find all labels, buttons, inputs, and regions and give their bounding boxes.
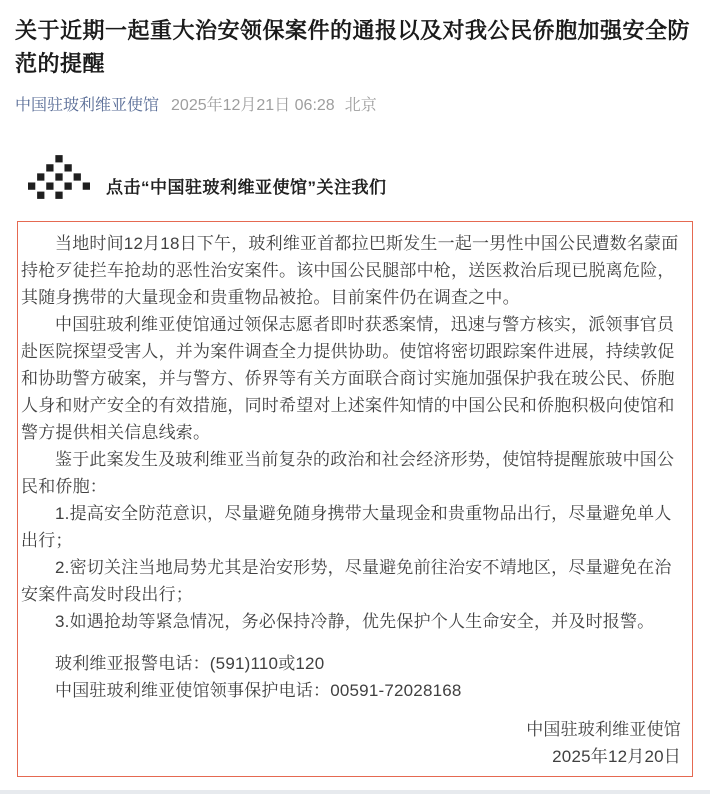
hotline-consular-protection: 中国驻玻利维亚使馆领事保护电话：00591-72028168 [55, 681, 462, 700]
hotline-bolivia-police: 玻利维亚报警电话：(591)110或120 [55, 654, 325, 673]
notice-box [17, 221, 693, 777]
signature-date: 2025年12月20日 [552, 747, 681, 766]
publish-datetime: 2025年12月21日 06:28 [171, 97, 335, 114]
article-title: 关于近期一起重大治安领保案件的通报以及对我公民侨胞加强安全防范的提醒 [15, 18, 691, 76]
follow-banner[interactable] [28, 153, 710, 201]
paragraph-spacer [21, 704, 686, 716]
paragraph-spacer [21, 635, 686, 650]
publish-location: 北京 [344, 97, 377, 114]
article-meta [15, 95, 695, 116]
follow-banner-text: 点击“中国驻玻利维亚使馆”关注我们 [106, 178, 387, 197]
page-bottom-divider [0, 790, 710, 794]
notice-paragraph-tip-3: 3.如遇抢劫等紧急情况，务必保持冷静，优先保护个人生命安全，并及时报警。 [55, 612, 655, 631]
notice-paragraph-incident: 当地时间12月18日下午，玻利维亚首都拉巴斯发生一起一男性中国公民遭数名蒙面持枪歹徒拦车抢劫的恶性治安案件。该中国公民腿部中枪，送医救治后现已脱离危险，其随身携带的大量现金和贵重物品被抢。目前案件仍在调查之中。 [21, 234, 679, 307]
notice-paragraph-embassy-action: 中国驻玻利维亚使馆通过领保志愿者即时获悉案情，迅速与警方核实，派领事官员赴医院探望受害人，并为案件调查全力提供协助。使馆将密切跟踪案件进展，持续敦促和协助警方破案，并与警方、侨界等有关方面联合商讨实施加强保护我在玻公民、侨胞人身和财产安全的有效措施，同时希望对上述案件知情的中国公民和侨胞积极向使馆和警方提供相关信息线索。 [21, 315, 675, 442]
pixel-arrow-up-icon [28, 153, 90, 201]
account-name-link[interactable]: 中国驻玻利维亚使馆 [15, 97, 160, 114]
notice-paragraph-reminder-intro: 鉴于此案发生及玻利维亚当前复杂的政治和社会经济形势，使馆特提醒旅玻中国公民和侨胞： [21, 450, 675, 496]
notice-paragraph-tip-1: 1.提高安全防范意识，尽量避免随身携带大量现金和贵重物品出行，尽量避免单人出行； [21, 504, 672, 550]
signature-block [21, 716, 686, 770]
signature-name: 中国驻玻利维亚使馆 [526, 720, 681, 739]
wechat-article [0, 14, 710, 777]
notice-paragraph-tip-2: 2.密切关注当地局势尤其是治安形势，尽量避免前往治安不靖地区，尽量避免在治安案件高发时段出行； [21, 558, 672, 604]
